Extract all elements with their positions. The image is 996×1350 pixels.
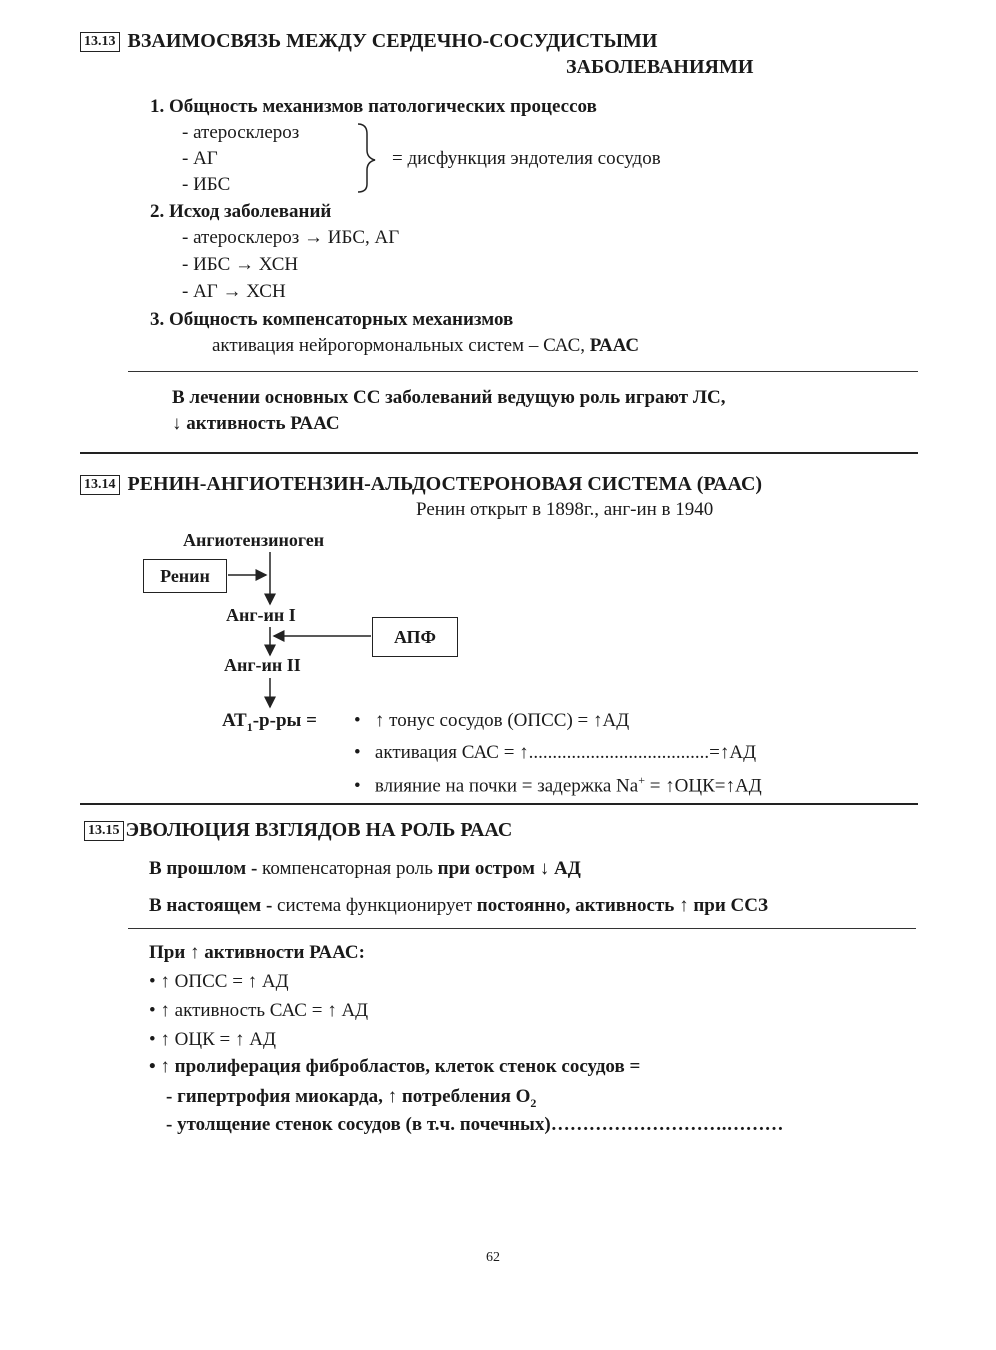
point-6: - утолщение стенок сосудов (в т.ч. почечных)……………………….……… [166, 1114, 784, 1135]
section-divider [80, 803, 918, 805]
item-1-heading: 1. Общность механизмов патологических процессов [150, 96, 597, 117]
apf-box: АПФ [372, 617, 458, 657]
title-text: ЭВОЛЮЦИЯ ВЗГЛЯДОВ НА РОЛЬ РААС [125, 819, 513, 841]
item-2-a: - атеросклероз → ИБС, АГ [182, 227, 400, 248]
effect-2-text: активация САС = ↑......................................=↑АД [374, 742, 757, 763]
item-2-c: - АГ → ХСН [182, 281, 286, 302]
effect-3: • влияние на почки = задержка Na+ = ↑ОЦК=↑АД [354, 773, 762, 797]
effect-1: • ↑ тонус сосудов (ОПСС) = ↑АД [354, 710, 630, 731]
point-5-text: - гипертрофия миокарда, ↑ потребления О [166, 1086, 531, 1107]
section-13-14-subtitle: Ренин открыт в 1898г., анг-ин в 1940 [416, 499, 714, 520]
past-label: В прошлом - [149, 858, 258, 879]
section-number: 13.14 [80, 475, 120, 495]
ang-1-label: Анг-ин I [226, 605, 296, 625]
item-2-heading: 2. Исход заболеваний [150, 201, 332, 222]
at1-rest: -р-ры = [252, 710, 317, 731]
ang-2-label: Анг-ин II [224, 655, 301, 675]
point-4: • ↑ пролиферация фибробластов, клеток стенок сосудов = [149, 1056, 641, 1077]
item-1-b: - АГ [182, 148, 218, 169]
item-1-result: = дисфункция эндотелия сосудов [392, 148, 661, 169]
section-number: 13.15 [84, 821, 124, 841]
effect-3-text: влияние на почки = задержка Na [374, 775, 639, 797]
item-2-b: - ИБС → ХСН [182, 254, 299, 275]
section-13-15-title [84, 819, 512, 842]
past-text: компенсаторная роль [257, 858, 438, 879]
section-number: 13.13 [80, 32, 120, 52]
note-line-1: В лечении основных СС заболеваний ведущую роль играют ЛС, [172, 387, 726, 408]
title-line-1: ВЗАИМОСВЯЗЬ МЕЖДУ СЕРДЕЧНО-СОСУДИСТЫМИ [127, 30, 658, 52]
section-13-13-title-2: ЗАБОЛЕВАНИЯМИ [566, 56, 754, 78]
at1-text: АТ [222, 710, 247, 731]
angiotensinogen-label: Ангиотензиноген [183, 530, 325, 550]
past-line [149, 858, 581, 880]
at1-subscript: 1 [246, 719, 253, 734]
effect-2: • активация САС = ↑......................................=↑АД [354, 742, 757, 763]
effect-3-sup: + [638, 773, 645, 787]
point-5 [166, 1086, 536, 1111]
item-3-a-bold: РААС [589, 335, 640, 356]
point-5-sub: 2 [530, 1095, 537, 1110]
present-text: система функционирует [272, 895, 477, 916]
present-label: В настоящем - [149, 895, 273, 916]
at1-receptors-label [222, 710, 317, 735]
effect-1-text: ↑ тонус сосудов (ОПСС) = ↑АД [374, 710, 630, 731]
present-line [149, 895, 768, 917]
present-bold: постоянно, активность ↑ при ССЗ [476, 895, 769, 916]
title-text: РЕНИН-АНГИОТЕНЗИН-АЛЬДОСТЕРОНОВАЯ СИСТЕМА (РААС) [127, 473, 763, 495]
renin-box: Ренин [143, 559, 227, 593]
point-3: • ↑ ОЦК = ↑ АД [149, 1029, 276, 1050]
divider [128, 928, 916, 929]
raas-activity-heading: При ↑ активности РААС: [149, 942, 365, 963]
effect-3-rest: = ↑ОЦК=↑АД [644, 775, 762, 797]
point-1: • ↑ ОПСС = ↑ АД [149, 971, 289, 992]
item-3-a-text: активация нейрогормональных систем – САС, [212, 335, 590, 356]
item-3-heading: 3. Общность компенсаторных механизмов [150, 309, 514, 330]
page-number: 62 [486, 1250, 500, 1265]
point-2: • ↑ активность САС = ↑ АД [149, 1000, 369, 1021]
past-bold: при остром ↓ АД [437, 858, 581, 879]
item-1-c: - ИБС [182, 174, 231, 195]
note-line-2: ↓ активность РААС [172, 413, 340, 434]
item-1-a: - атеросклероз [182, 122, 300, 143]
